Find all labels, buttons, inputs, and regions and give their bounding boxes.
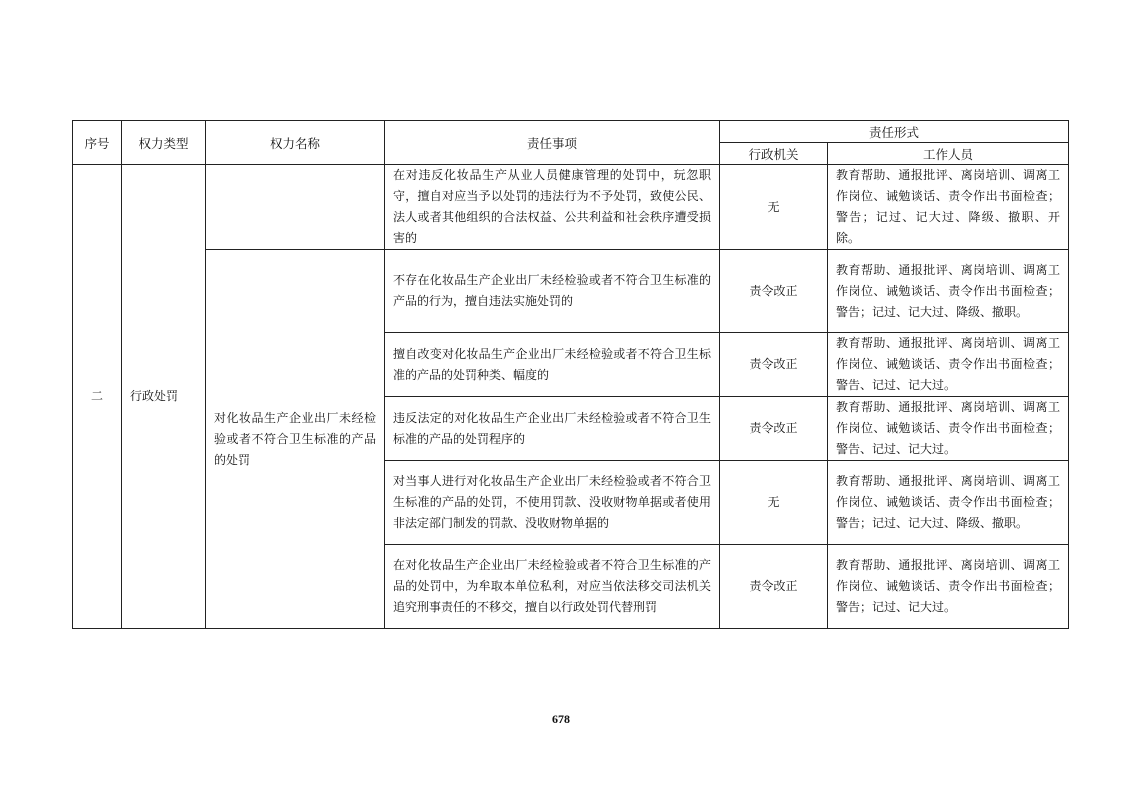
agency-cell: 责令改正: [720, 250, 828, 333]
agency-cell: 责令改正: [720, 545, 828, 629]
group-power-type: 行政处罚: [122, 165, 206, 629]
staff-cell: 教育帮助、通报批评、离岗培训、调离工作岗位、诫勉谈话、责令作出书面检查；警告、记过、记大过。: [828, 397, 1069, 461]
responsibility-table: [72, 120, 1069, 629]
header-form: 责任形式: [720, 121, 1069, 143]
group-seq: 二: [73, 165, 122, 629]
staff-cell: 教育帮助、通报批评、离岗培训、调离工作岗位、诫勉谈话、责令作出书面检查；警告、记过、记大过。: [828, 333, 1069, 397]
table-row: [73, 250, 1069, 333]
power-name-empty: [206, 165, 385, 250]
agency-cell: 无: [720, 461, 828, 545]
matter-cell: 对当事人进行对化妆品生产企业出厂未经检验或者不符合卫生标准的产品的处罚，不使用罚款、没收财物单据或者使用非法定部门制发的罚款、没收财物单据的: [385, 461, 720, 545]
staff-cell: 教育帮助、通报批评、离岗培训、调离工作岗位、诫勉谈话、责令作出书面检查；警告；记过、记大过、降级、撤职。: [828, 461, 1069, 545]
header-power-name: 权力名称: [206, 121, 385, 165]
matter-cell: 违反法定的对化妆品生产企业出厂未经检验或者不符合卫生标准的产品的处罚程序的: [385, 397, 720, 461]
group-power-name: 对化妆品生产企业出厂未经检验或者不符合卫生标准的产品的处罚: [206, 250, 385, 629]
matter-cell: 在对违反化妆品生产从业人员健康管理的处罚中，玩忽职守，擅自对应当予以处罚的违法行为不予处罚，致使公民、法人或者其他组织的合法权益、公共利益和社会秩序遭受损害的: [385, 165, 720, 250]
staff-cell: 教育帮助、通报批评、离岗培训、调离工作岗位、诫勉谈话、责令作出书面检查；警告；记过、记大过、降级、撤职。: [828, 250, 1069, 333]
header-row: [73, 121, 1069, 143]
matter-cell: 在对化妆品生产企业出厂未经检验或者不符合卫生标准的产品的处罚中，为牟取本单位私利，对应当依法移交司法机关追究刑事责任的不移交，擅自以行政处罚代替刑罚: [385, 545, 720, 629]
agency-cell: 无: [720, 165, 828, 250]
staff-cell: 教育帮助、通报批评、离岗培训、调离工作岗位、诫勉谈话、责令作出书面检查；警告；记过、记大过。: [828, 545, 1069, 629]
staff-cell: 教育帮助、通报批评、离岗培训、调离工作岗位、诫勉谈话、责令作出书面检查；警告；记过、记大过、降级、撤职、开除。: [828, 165, 1069, 250]
page-number: 678: [552, 712, 570, 726]
agency-cell: 责令改正: [720, 397, 828, 461]
table-row: [73, 165, 1069, 250]
matter-cell: 不存在化妆品生产企业出厂未经检验或者不符合卫生标准的产品的行为，擅自违法实施处罚的: [385, 250, 720, 333]
header-power-type: 权力类型: [122, 121, 206, 165]
header-agency: 行政机关: [720, 143, 828, 165]
agency-cell: 责令改正: [720, 333, 828, 397]
header-seq: 序号: [73, 121, 122, 165]
header-staff: 工作人员: [828, 143, 1069, 165]
matter-cell: 擅自改变对化妆品生产企业出厂未经检验或者不符合卫生标准的产品的处罚种类、幅度的: [385, 333, 720, 397]
header-matter: 责任事项: [385, 121, 720, 165]
